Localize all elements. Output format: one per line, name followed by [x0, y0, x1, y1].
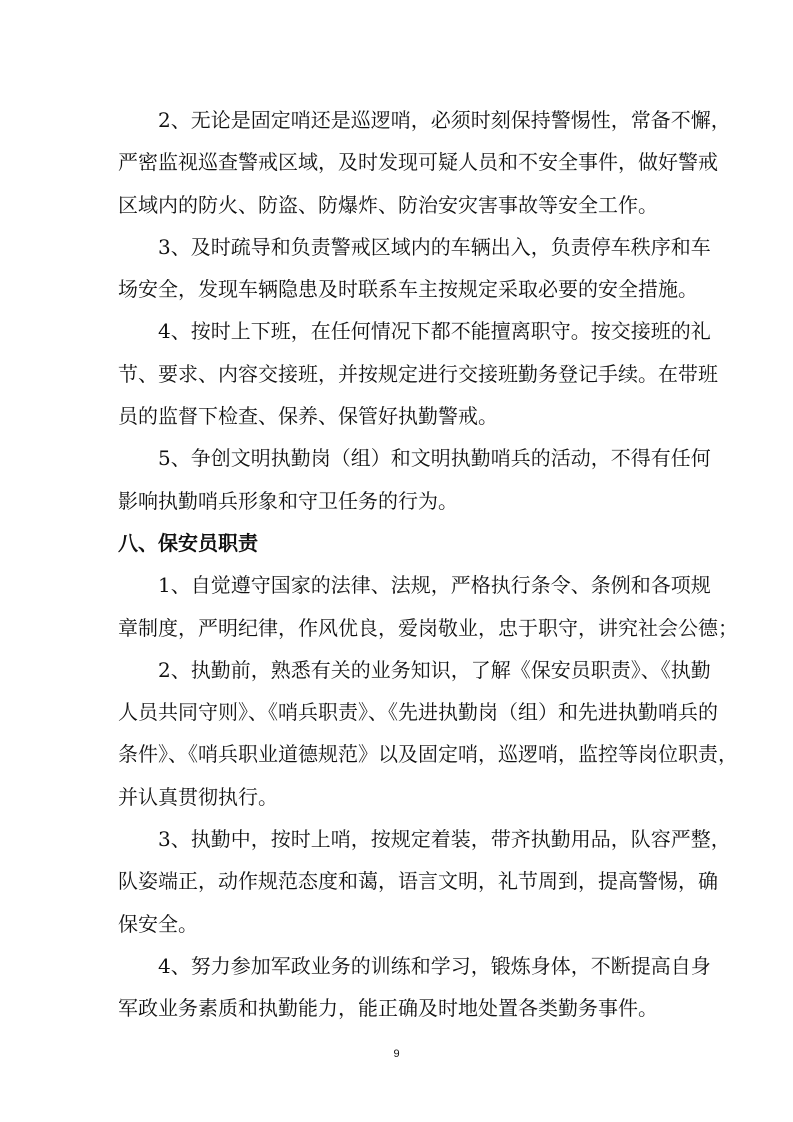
text-line: 5、争创文明执勤岗（组）和文明执勤哨兵的活动，不得有任何	[158, 446, 711, 471]
text-line: 条件》、《哨兵职业道德规范》以及固定哨，巡逻哨，监控等岗位职责，	[118, 742, 738, 767]
text-line: 员的监督下检查、保养、保管好执勤警戒。	[118, 404, 498, 429]
text-line: 3、及时疏导和负责警戒区域内的车辆出入，负责停车秩序和车	[158, 234, 711, 259]
text-line: 并认真贯彻执行。	[118, 784, 278, 809]
text-line: 4、努力参加军政业务的训练和学习，锻炼身体，不断提高自身	[158, 953, 711, 978]
text-line: 2、执勤前，熟悉有关的业务知识，了解《保安员职责》、《执勤	[158, 657, 711, 682]
text-line: 2、无论是固定哨还是巡逻哨，必须时刻保持警惕性，常备不懈，	[158, 108, 731, 132]
paragraph	[118, 99, 731, 226]
paragraph	[118, 564, 738, 649]
document-body	[118, 99, 738, 1030]
text-line: 八、保安员职责	[118, 530, 258, 555]
page-number: 9	[393, 1048, 400, 1060]
paragraph	[118, 437, 711, 522]
text-line: 4、按时上下班，在任何情况下都不能擅离职守。按交接班的礼	[158, 319, 711, 344]
text-line: 章制度，严明纪律，作风优良，爱岗敬业，忠于职守，讲究社会公德；	[118, 615, 738, 640]
paragraph	[118, 818, 731, 945]
paragraph	[118, 649, 738, 818]
text-line: 影响执勤哨兵形象和守卫任务的行为。	[118, 488, 458, 513]
text-line: 3、执勤中，按时上哨，按规定着装，带齐执勤用品，队容严整，	[158, 827, 731, 852]
paragraph	[118, 226, 711, 311]
text-line: 1、自觉遵守国家的法律、法规，严格执行条令、条例和各项规	[158, 573, 711, 598]
text-line: 场安全，发现车辆隐患及时联系车主按规定采取必要的安全措施。	[118, 277, 698, 302]
text-line: 人员共同守则》、《哨兵职责》、《先进执勤岗（组）和先进执勤哨兵的	[118, 700, 718, 725]
text-line: 严密监视巡查警戒区域，及时发现可疑人员和不安全事件，做好警戒	[118, 150, 718, 175]
text-line: 军政业务素质和执勤能力，能正确及时地处置各类勤务事件。	[118, 996, 658, 1021]
text-line: 节、要求、内容交接班，并按规定进行交接班勤务登记手续。在带班	[118, 361, 718, 386]
text-line: 保安全。	[118, 911, 198, 936]
text-line: 区域内的防火、防盗、防爆炸、防治安灾害事故等安全工作。	[118, 192, 658, 217]
section-heading	[118, 522, 678, 564]
paragraph	[118, 945, 711, 1030]
paragraph	[118, 310, 718, 437]
text-line: 队姿端正，动作规范态度和蔼，语言文明，礼节周到，提高警惕，确	[118, 869, 718, 894]
